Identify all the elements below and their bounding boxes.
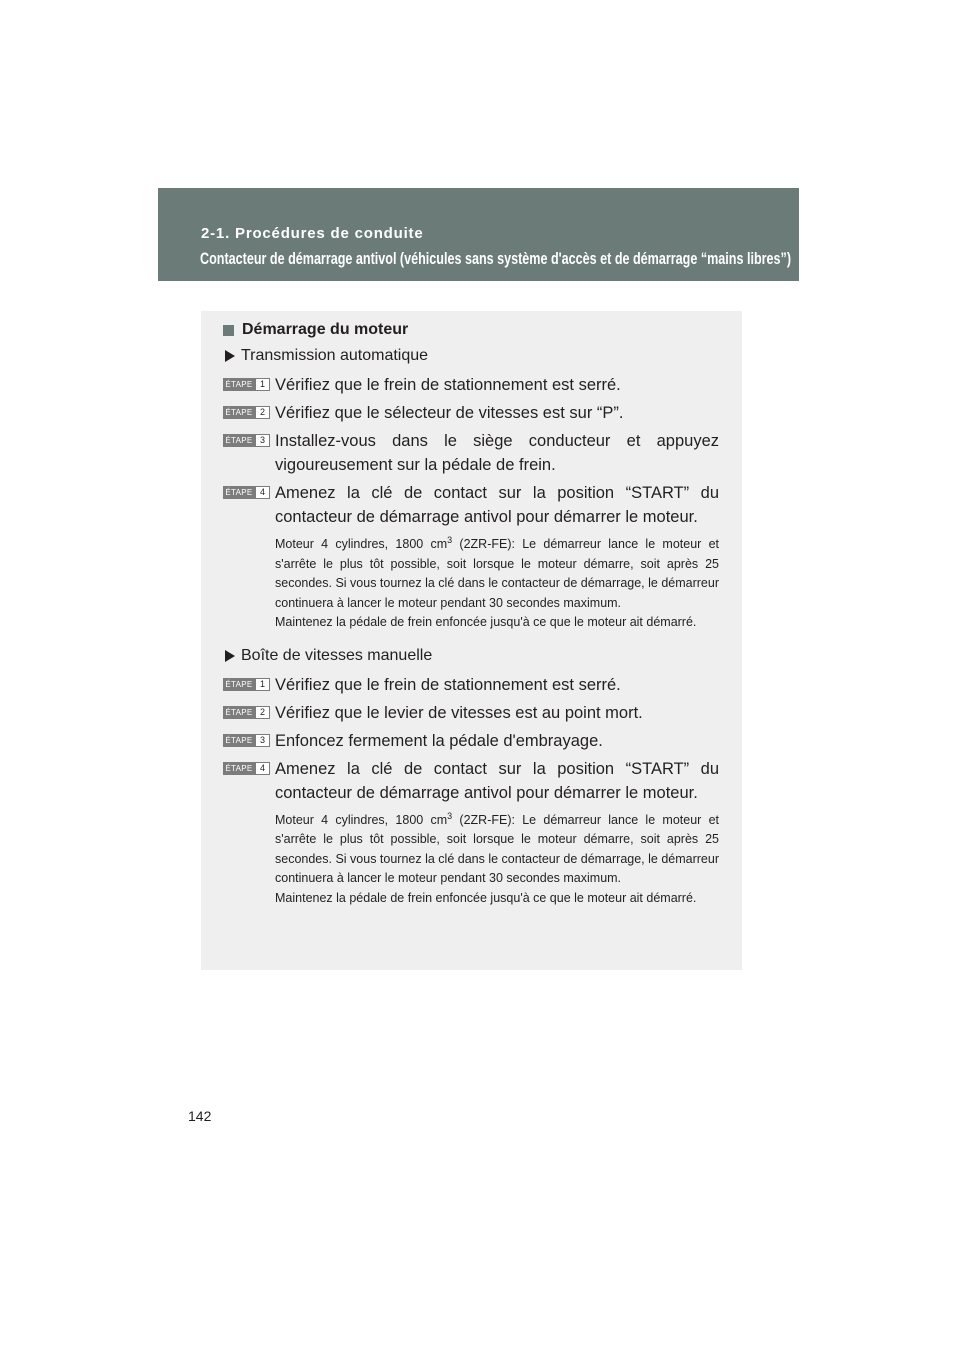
chapter-title: Contacteur de démarrage antivol (véhicules sans système d'accès et de démarrage “mains libres”) bbox=[200, 249, 792, 268]
step-text: Installez-vous dans le siège conducteur et appuyez vigoureusement sur la pédale de frein. bbox=[275, 432, 719, 474]
panel-heading bbox=[223, 321, 719, 339]
step-badge-number: 3 bbox=[255, 434, 270, 447]
note-superscript: 3 bbox=[447, 534, 453, 545]
manual-step-note bbox=[275, 811, 719, 909]
panel-content bbox=[223, 321, 719, 908]
info-panel bbox=[201, 311, 742, 970]
panel-heading-text: Démarrage du moteur bbox=[242, 321, 409, 338]
note-text-rest: (2ZR-FE): Le démarreur lance le moteur et s'arrête le plus tôt possible, soit lorsque le moteur démarre, soit après 25 secondes. Si vous tournez la clé dans le contacteur de démarrage, le démarreur continuera à lancer le moteur pendant 30 secondes maximum. bbox=[275, 812, 719, 885]
step-text: Amenez la clé de contact sur la position “START” du contacteur de démarrage antivol pour démarrer le moteur. bbox=[275, 759, 719, 802]
manual-step-3 bbox=[223, 729, 719, 753]
auto-step-4 bbox=[223, 481, 719, 529]
step-badge-number: 1 bbox=[255, 678, 270, 691]
square-bullet-icon bbox=[223, 325, 234, 336]
triangle-bullet-icon bbox=[225, 350, 235, 362]
note-paragraph bbox=[275, 535, 719, 613]
manual-subhead-text: Boîte de vitesses manuelle bbox=[241, 646, 433, 664]
step-text: Vérifiez que le sélecteur de vitesses est sur “P”. bbox=[275, 404, 624, 422]
auto-step-note bbox=[275, 535, 719, 633]
chapter-header bbox=[158, 188, 799, 281]
step-badge-number: 2 bbox=[255, 706, 270, 719]
page-number: 142 bbox=[188, 1108, 212, 1124]
auto-step-1 bbox=[223, 373, 719, 397]
step-text: Enfoncez fermement la pédale d'embrayage. bbox=[275, 731, 603, 750]
note-text-start: Moteur 4 cylindres, 1800 cm bbox=[275, 537, 448, 551]
step-badge-number: 4 bbox=[255, 486, 270, 499]
step-text: Vérifiez que le levier de vitesses est au point mort. bbox=[275, 703, 643, 722]
step-text: Vérifiez que le frein de stationnement est serré. bbox=[275, 675, 621, 694]
step-badge-number: 2 bbox=[255, 406, 270, 419]
step-badge-label: ÉTAPE bbox=[223, 406, 255, 419]
step-text: Amenez la clé de contact sur la position “START” du contacteur de démarrage antivol pour démarrer le moteur. bbox=[275, 484, 719, 526]
step-badge bbox=[223, 486, 270, 499]
manual-step-4 bbox=[223, 757, 719, 805]
spacer bbox=[223, 633, 719, 645]
step-text: Vérifiez que le frein de stationnement est serré. bbox=[275, 376, 621, 394]
step-badge-label: ÉTAPE bbox=[223, 486, 255, 499]
manual-subhead bbox=[223, 645, 719, 667]
step-badge-label: ÉTAPE bbox=[223, 378, 255, 391]
step-badge-number: 4 bbox=[255, 762, 270, 775]
note-paragraph bbox=[275, 811, 719, 889]
step-badge bbox=[223, 762, 270, 775]
step-badge bbox=[223, 706, 270, 719]
triangle-bullet-icon bbox=[225, 650, 235, 662]
step-badge-label: ÉTAPE bbox=[223, 734, 255, 747]
step-badge bbox=[223, 406, 270, 419]
step-badge-label: ÉTAPE bbox=[223, 678, 255, 691]
note-superscript: 3 bbox=[447, 810, 453, 821]
step-badge-number: 3 bbox=[255, 734, 270, 747]
step-badge bbox=[223, 678, 270, 691]
note-text-rest: (2ZR-FE): Le démarreur lance le moteur et s'arrête le plus tôt possible, soit lorsque le moteur démarre, soit après 25 secondes. Si vous tournez la clé dans le contacteur de démarrage, le démarreur continuera à lancer le moteur pendant 30 secondes maximum. bbox=[275, 537, 719, 610]
note-paragraph-2: Maintenez la pédale de frein enfoncée jusqu'à ce que le moteur ait démarré. bbox=[275, 615, 697, 629]
auto-step-2 bbox=[223, 401, 719, 425]
step-badge bbox=[223, 734, 270, 747]
note-text-start: Moteur 4 cylindres, 1800 cm bbox=[275, 812, 448, 827]
manual-step-1 bbox=[223, 673, 719, 697]
automatic-subhead-text: Transmission automatique bbox=[241, 347, 429, 364]
step-badge bbox=[223, 434, 270, 447]
step-badge-label: ÉTAPE bbox=[223, 762, 255, 775]
step-badge-label: ÉTAPE bbox=[223, 706, 255, 719]
auto-step-3 bbox=[223, 429, 719, 477]
step-badge-number: 1 bbox=[255, 378, 270, 391]
step-badge-label: ÉTAPE bbox=[223, 434, 255, 447]
automatic-subhead bbox=[223, 345, 719, 367]
section-label: 2-1. Procédures de conduite bbox=[201, 225, 424, 242]
step-badge bbox=[223, 378, 270, 391]
manual-step-2 bbox=[223, 701, 719, 725]
note-paragraph-2: Maintenez la pédale de frein enfoncée jusqu'à ce que le moteur ait démarré. bbox=[275, 890, 697, 905]
